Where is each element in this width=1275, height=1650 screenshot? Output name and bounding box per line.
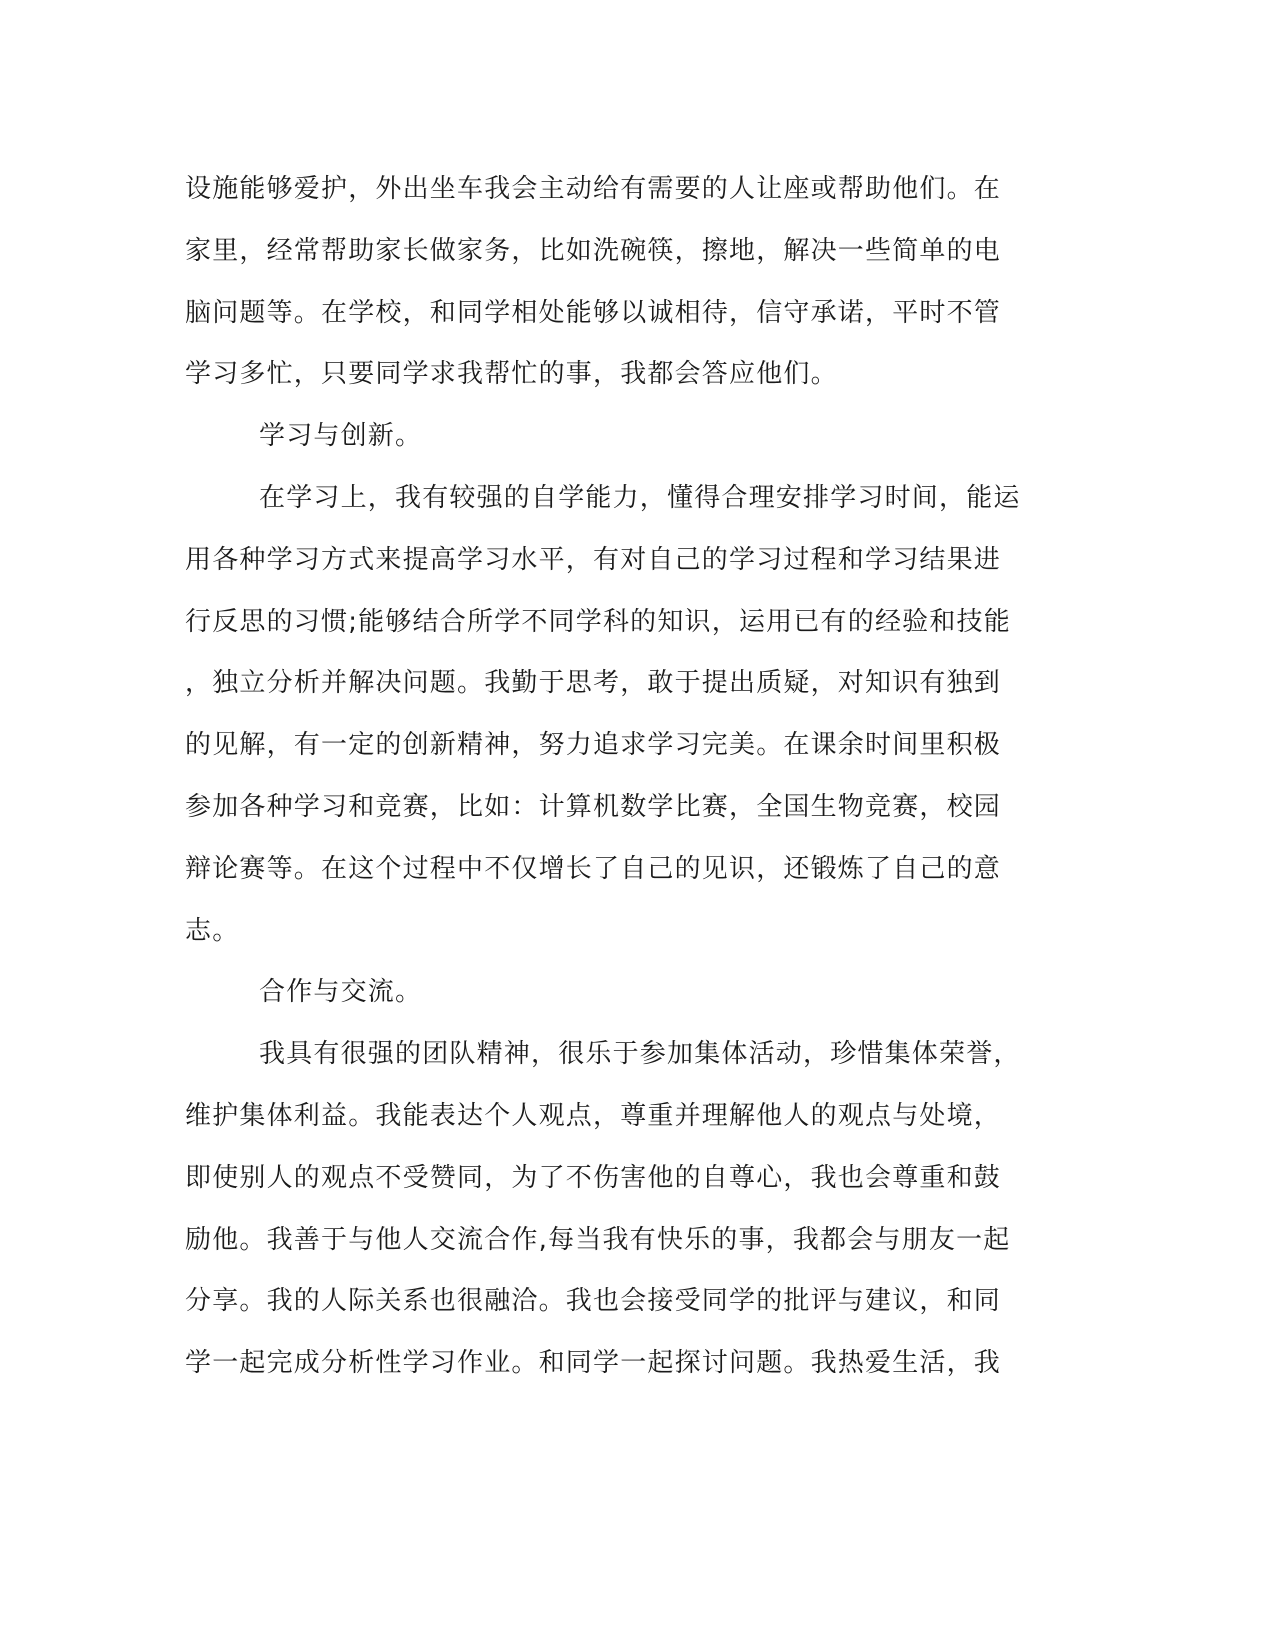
section-heading: 学习与创新。 (259, 421, 423, 452)
text-line: 脑问题等。在学校，和同学相处能够以诚相待，信守承诺，平时不管 (185, 297, 1002, 328)
text-line: 设施能够爱护，外出坐车我会主动给有需要的人让座或帮助他们。在 (185, 174, 1002, 204)
text-line: 参加各种学习和竞赛，比如：计算机数学比赛，全国生物竞赛，校园 (185, 791, 1002, 822)
text-line: 的见解，有一定的创新精神，努力追求学习完美。在课余时间里积极 (185, 730, 1002, 761)
text-line: 励他。我善于与他人交流合作,每当我有快乐的事，我都会与朋友一起 (185, 1224, 1011, 1255)
text-line: 维护集体利益。我能表达个人观点，尊重并理解他人的观点与处境， (185, 1100, 1002, 1131)
text-line: ，独立分析并解决问题。我勤于思考，敢于提出质疑，对知识有独到 (185, 668, 1002, 699)
text-line: 行反思的习惯;能够结合所学不同学科的知识，运用已有的经验和技能 (185, 606, 1011, 637)
text-line: 在学习上，我有较强的自学能力，懂得合理安排学习时间，能运 (259, 482, 1021, 513)
text-line: 即使别人的观点不受赞同，为了不伤害他的自尊心，我也会尊重和鼓 (185, 1162, 1002, 1193)
section-heading: 合作与交流。 (259, 977, 423, 1008)
text-line: 分享。我的人际关系也很融洽。我也会接受同学的批评与建议，和同 (185, 1286, 1002, 1317)
text-line: 志。 (185, 915, 240, 946)
text-line: 学一起完成分析性学习作业。和同学一起探讨问题。我热爱生活，我 (185, 1348, 1002, 1379)
text-line: 辩论赛等。在这个过程中不仅增长了自己的见识，还锻炼了自己的意 (185, 853, 1002, 884)
text-line: 学习多忙，只要同学求我帮忙的事，我都会答应他们。 (185, 359, 838, 390)
text-line: 用各种学习方式来提高学习水平，有对自己的学习过程和学习结果进 (185, 544, 1002, 575)
text-line: 家里，经常帮助家长做家务，比如洗碗筷，擦地，解决一些简单的电 (185, 235, 1002, 266)
text-line: 我具有很强的团队精神，很乐于参加集体活动，珍惜集体荣誉， (259, 1039, 1021, 1070)
document-body (185, 159, 1085, 1395)
